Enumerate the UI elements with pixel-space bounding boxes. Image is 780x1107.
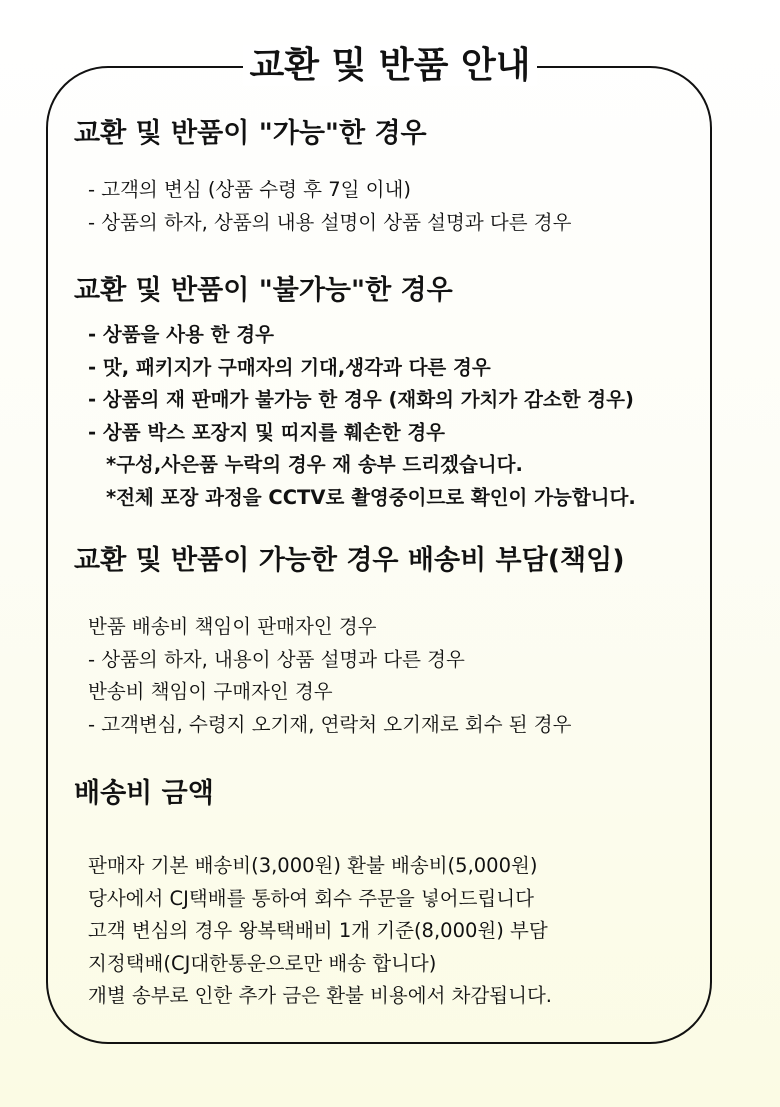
section-shipping-responsibility xyxy=(74,543,704,741)
list-item: - 상품의 재 판매가 불가능 한 경우 (재화의 가치가 감소한 경우) xyxy=(88,388,634,411)
page-title-text: 교환 및 반품 안내 xyxy=(243,45,536,86)
section-exchange-impossible xyxy=(74,273,704,514)
section-exchange-possible xyxy=(74,116,704,239)
section-lines xyxy=(74,850,704,1013)
list-item: 개별 송부로 인한 추가 금은 환불 비용에서 차감됩니다. xyxy=(88,984,553,1007)
list-item: 고객 변심의 경우 왕복택배비 1개 기준(8,000원) 부담 xyxy=(88,919,548,942)
section-heading: 배송비 금액 xyxy=(74,778,214,809)
note-item: *구성,사은품 누락의 경우 재 송부 드리겠습니다. xyxy=(106,453,523,476)
list-item: 반품 배송비 책임이 판매자인 경우 xyxy=(88,615,377,638)
section-shipping-fee xyxy=(74,776,704,1013)
list-item: - 상품을 사용 한 경우 xyxy=(88,323,274,346)
list-item: - 맛, 패키지가 구매자의 기대,생각과 다른 경우 xyxy=(88,355,491,379)
list-item: - 상품 박스 포장지 및 띠지를 훼손한 경우 xyxy=(88,420,446,444)
section-lines xyxy=(74,319,704,514)
section-heading: 교환 및 반품이 "가능"한 경우 xyxy=(74,118,427,149)
list-item: - 상품의 하자, 내용이 상품 설명과 다른 경우 xyxy=(88,647,465,671)
section-lines xyxy=(74,174,704,239)
section-lines xyxy=(74,611,704,741)
list-item: 당사에서 CJ택배를 통하여 회수 주문을 넣어드립니다 xyxy=(88,886,534,910)
section-heading: 교환 및 반품이 가능한 경우 배송비 부담(책임) xyxy=(74,545,625,576)
list-item: 판매자 기본 배송비(3,000원) 환불 배송비(5,000원) xyxy=(88,854,538,877)
list-item: 반송비 책임이 구매자인 경우 xyxy=(88,680,333,703)
list-item: - 고객의 변심 (상품 수령 후 7일 이내) xyxy=(88,178,411,201)
list-item: 지정택배(CJ대한통운으로만 배송 합니다) xyxy=(88,951,437,975)
note-item: *전체 포장 과정을 CCTV로 촬영중이므로 확인이 가능합니다. xyxy=(106,485,636,509)
list-item: - 상품의 하자, 상품의 내용 설명이 상품 설명과 다른 경우 xyxy=(88,210,572,234)
list-item: - 고객변심, 수령지 오기재, 연락처 오기재로 회수 된 경우 xyxy=(88,712,572,736)
page-title xyxy=(0,40,780,92)
section-heading: 교환 및 반품이 "불가능"한 경우 xyxy=(74,275,453,306)
